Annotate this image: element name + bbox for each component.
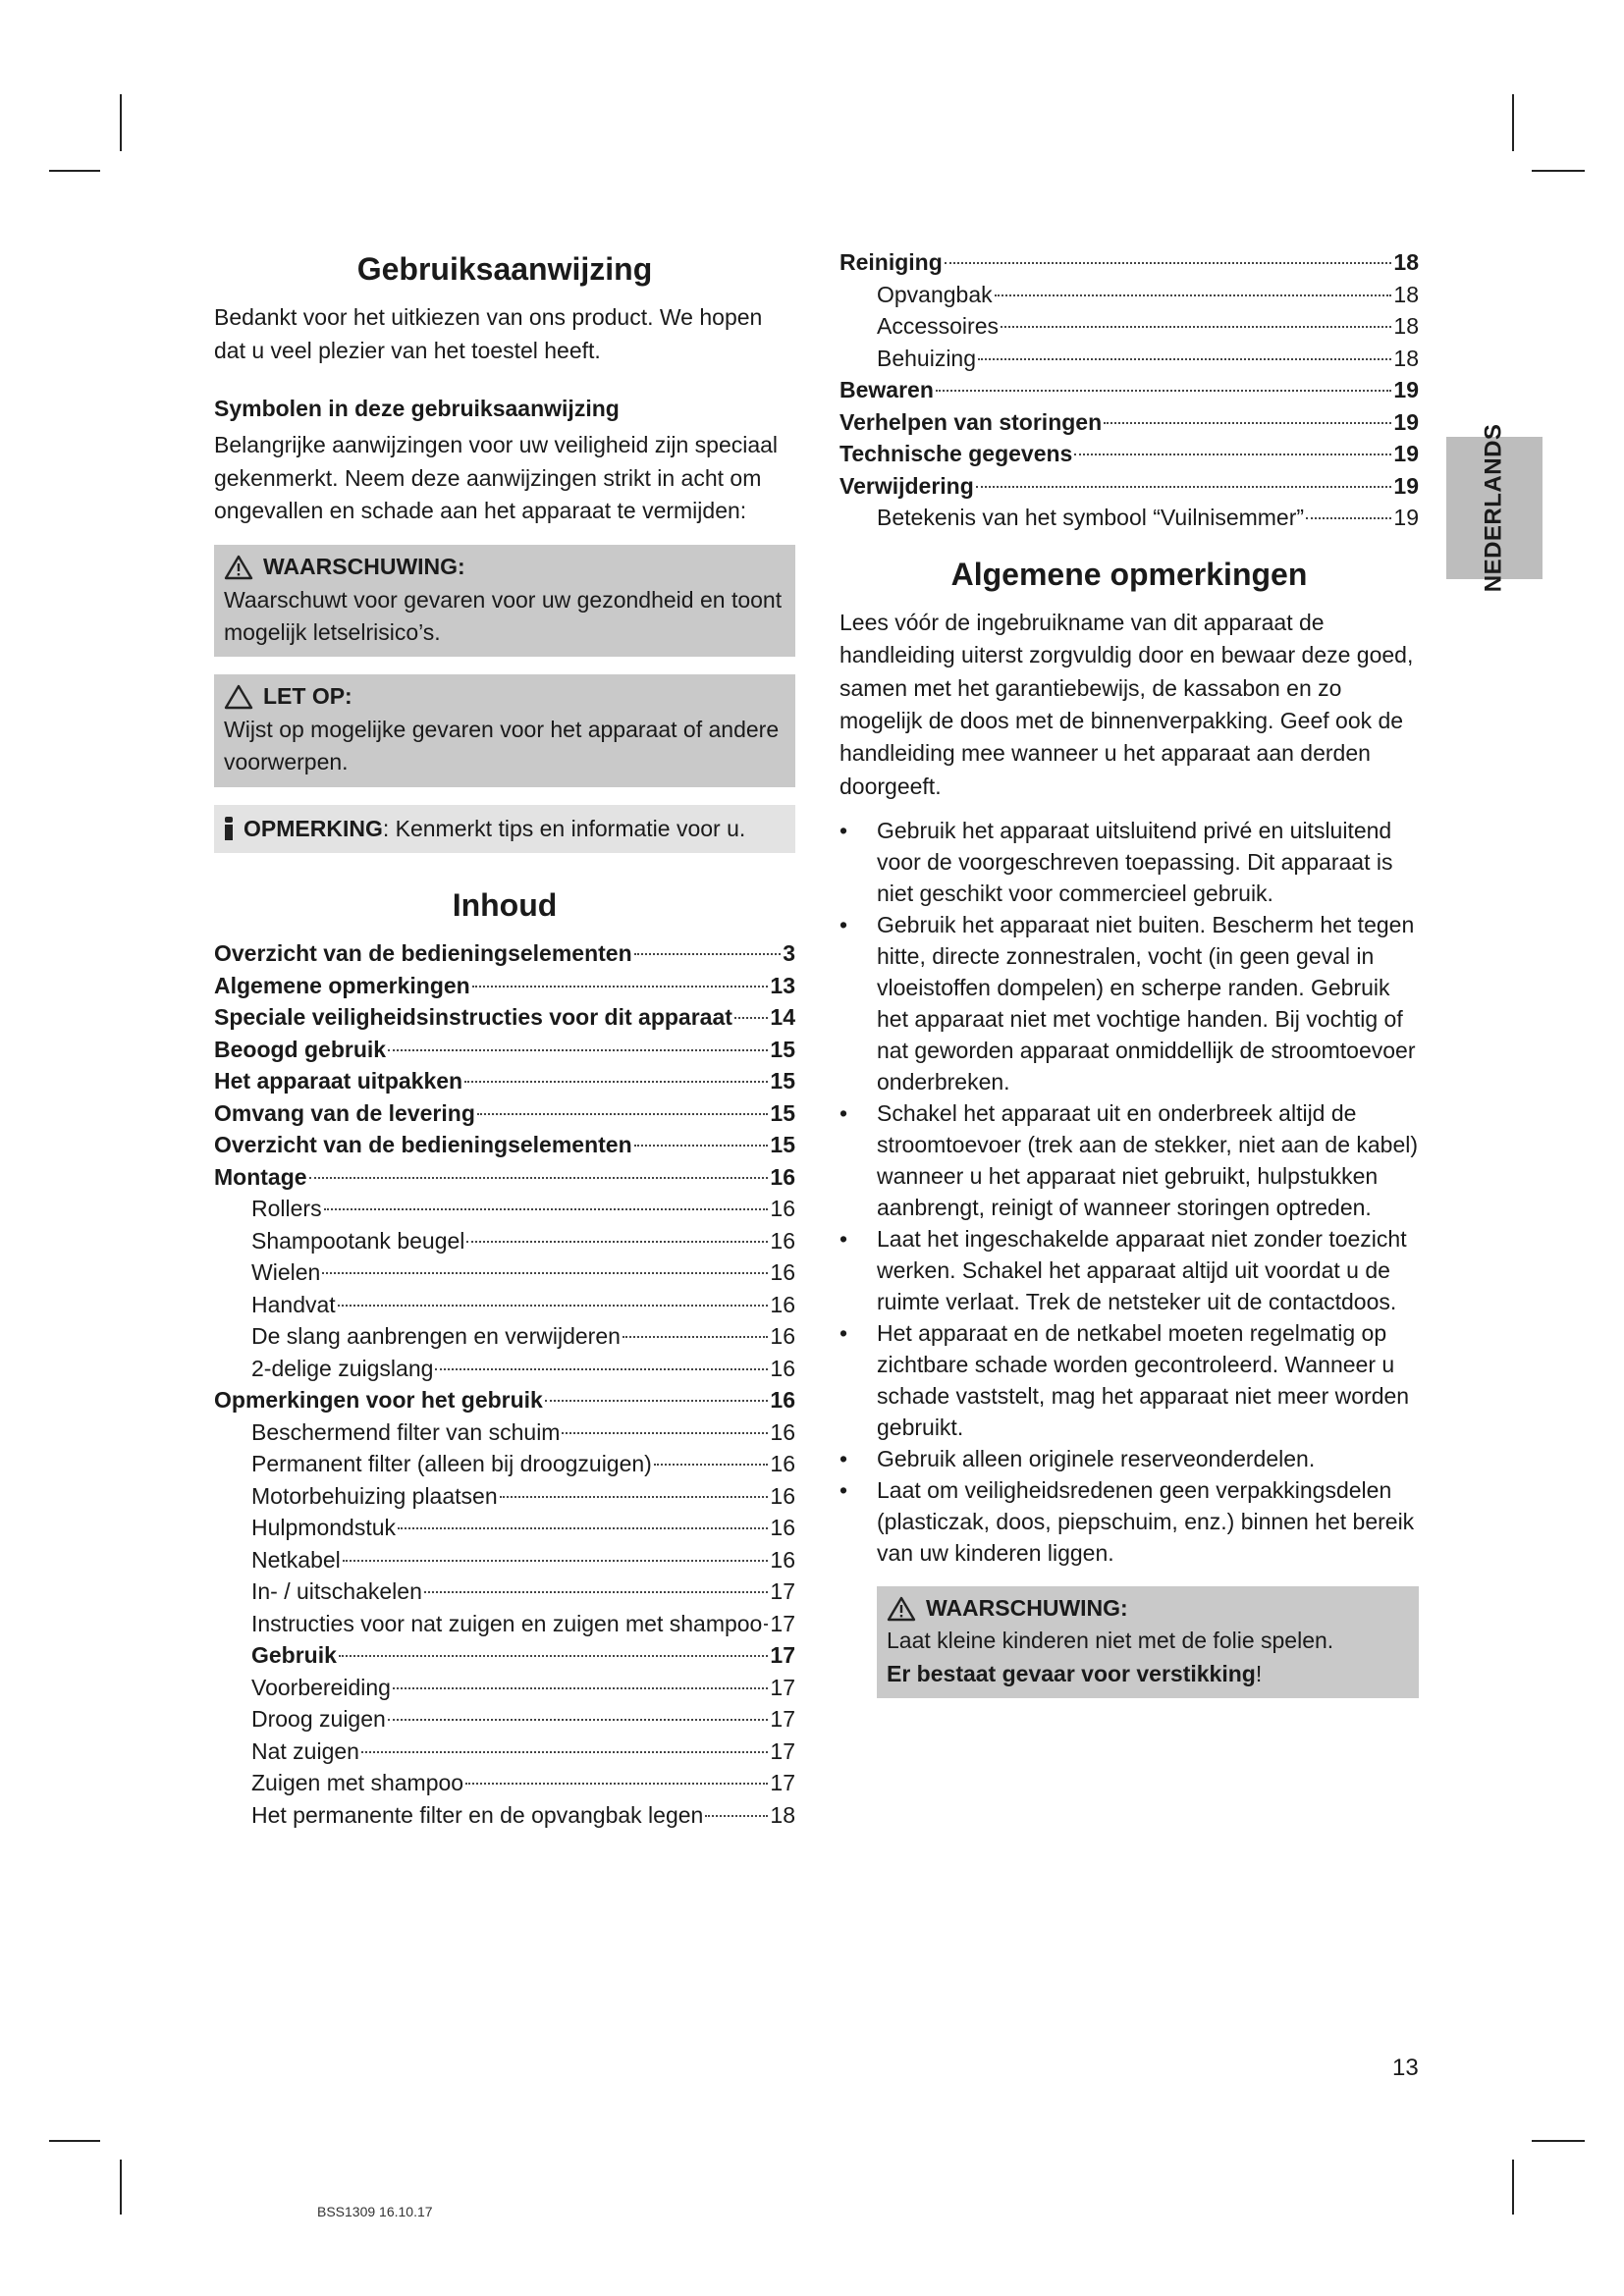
toc-entry-page: 16	[770, 1387, 795, 1414]
general-heading: Algemene opmerkingen	[950, 556, 1308, 592]
toc-entry	[214, 1225, 795, 1257]
toc-leader-dots	[338, 1305, 769, 1307]
toc-entry-page: 15	[770, 1036, 795, 1062]
toc-leader-dots	[1001, 326, 1391, 328]
toc-entry-page: 19	[1393, 408, 1419, 435]
toc-entry	[214, 1480, 795, 1513]
toc-leader-dots	[435, 1368, 768, 1370]
toc-entry-label: De slang aanbrengen en verwijderen	[251, 1323, 621, 1350]
toc-entry	[214, 1034, 795, 1066]
toc-leader-dots	[978, 358, 1391, 360]
toc-entry-label: Verhelpen van storingen	[839, 408, 1103, 435]
toc-entry	[214, 1672, 795, 1704]
caution-box	[214, 674, 795, 786]
toc-leader-dots	[623, 1336, 768, 1338]
bullet-item: • Laat om veiligheidsredenen geen verpakkingsdelen (plasticzak, doos, piepschuim, enz.) binnen het bereik van uw kinderen liggen.	[839, 1474, 1419, 1569]
toc-entry-label: Het permanente filter en de opvangbak legen	[251, 1801, 704, 1828]
toc-leader-dots	[388, 1049, 768, 1051]
toc-entry	[214, 1384, 795, 1416]
toc-entry-label: Shampootank beugel	[251, 1227, 465, 1254]
toc-leader-dots	[562, 1432, 768, 1434]
toc-entry	[214, 1512, 795, 1544]
toc-leader-dots	[654, 1464, 769, 1466]
symbols-heading: Symbolen in deze gebruiksaanwijzing	[214, 396, 620, 422]
toc-leader-dots	[424, 1591, 769, 1593]
toc-entry-label: Montage	[214, 1163, 307, 1190]
toc-entry	[214, 1001, 795, 1034]
toc-entry	[214, 1193, 795, 1225]
toc-entry	[839, 343, 1419, 375]
warning2-title: WAARSCHUWING:	[926, 1594, 1128, 1621]
warning-box-2	[877, 1586, 1419, 1698]
toc-heading: Inhoud	[452, 886, 558, 923]
toc-entry-label: Algemene opmerkingen	[214, 972, 470, 998]
toc-leader-dots	[976, 486, 1392, 488]
toc-entry	[214, 1575, 795, 1608]
bullet-item: • Het apparaat en de netkabel moeten regelmatig op zichtbare schade worden gecontroleerd. Wanneer u schade vaststelt, mag het apparaat niet meer worden gebruikt.	[839, 1317, 1419, 1443]
toc-entry-label: Wielen	[251, 1259, 321, 1286]
toc-entry-label: Omvang van de levering	[214, 1099, 475, 1126]
toc-entry-page: 16	[770, 1259, 795, 1286]
note-box	[214, 805, 795, 853]
toc-entry-page: 17	[770, 1674, 795, 1700]
toc-leader-dots	[464, 1081, 768, 1083]
toc-entry-page: 16	[770, 1163, 795, 1190]
toc-entry-label: Overzicht van de bedieningselementen	[214, 1132, 632, 1158]
toc-entry	[839, 406, 1419, 439]
toc-leader-dots	[309, 1177, 769, 1179]
toc-entry	[214, 1799, 795, 1832]
crop-mark	[1532, 2140, 1585, 2142]
crop-mark	[1512, 2160, 1514, 2215]
toc-entry-label: Droog zuigen	[251, 1706, 386, 1733]
toc-entry	[214, 1639, 795, 1672]
note-title: OPMERKING	[244, 815, 383, 841]
toc-entry-page: 18	[1393, 345, 1419, 371]
toc-entry	[839, 470, 1419, 503]
bullet-item: • Laat het ingeschakelde apparaat niet zonder toezicht werken. Schakel het apparaat altijd uit voordat u de ruimte verlaat. Trek de netsteker uit de contactdoos.	[839, 1223, 1419, 1317]
toc-leader-dots	[343, 1560, 769, 1562]
toc-entry	[214, 1735, 795, 1768]
warning2-strong: Er bestaat gevaar voor verstikking	[887, 1660, 1256, 1686]
toc-entry	[839, 438, 1419, 470]
toc-entry-label: Netkabel	[251, 1546, 341, 1573]
toc-entry-page: 16	[770, 1451, 795, 1477]
toc-entry-page: 13	[770, 972, 795, 998]
toc-leader-dots	[764, 1624, 768, 1626]
warning-box	[214, 545, 795, 657]
toc-entry-label: Gebruik	[251, 1642, 337, 1669]
toc-entry-page: 3	[783, 940, 795, 967]
info-icon	[224, 817, 234, 840]
toc-entry	[214, 1767, 795, 1799]
toc-leader-dots	[634, 1145, 769, 1147]
page-title: Gebruiksaanwijzing	[356, 251, 653, 287]
toc-leader-dots	[1104, 422, 1391, 424]
bullet-item: • Gebruik het apparaat uitsluitend privé en uitsluitend voor de voorgeschreven toepassing. Dit apparaat is niet geschikt voor commercieel gebruik.	[839, 815, 1419, 909]
toc-entry-page: 16	[770, 1323, 795, 1350]
toc-entry-label: Instructies voor nat zuigen en zuigen met shampoo	[251, 1610, 763, 1636]
toc-entry	[839, 310, 1419, 343]
toc-entry-page: 17	[770, 1610, 795, 1636]
toc-entry-page: 19	[1393, 377, 1419, 402]
intro-text: Bedankt voor het uitkiezen van ons product. We hopen dat u veel plezier van het toestel heeft.	[214, 304, 763, 363]
toc-entry-page: 16	[770, 1418, 795, 1445]
toc-entry	[214, 1097, 795, 1130]
toc-entry	[839, 502, 1419, 534]
toc-entry-label: Handvat	[251, 1291, 336, 1317]
toc-entry	[214, 1544, 795, 1576]
toc-leader-dots	[945, 262, 1392, 264]
page-number: 13	[1392, 2055, 1419, 2081]
toc-entry-page: 17	[770, 1770, 795, 1796]
toc-leader-dots	[398, 1527, 768, 1529]
toc-right	[839, 246, 1419, 534]
toc-entry-label: Overzicht van de bedieningselementen	[214, 940, 632, 967]
toc-entry-label: Permanent filter (alleen bij droogzuigen)	[251, 1451, 652, 1477]
toc-entry-page: 19	[1393, 472, 1419, 499]
toc-entry-label: Speciale veiligheidsinstructies voor dit apparaat	[214, 1004, 732, 1031]
toc-leader-dots	[1306, 517, 1391, 519]
toc-leader-dots	[634, 953, 782, 955]
toc-entry-page: 15	[770, 1099, 795, 1126]
toc-entry-label: Betekenis van het symbool “Vuilnisemmer”	[877, 505, 1305, 530]
bullet-item: • Gebruik alleen originele reserveonderdelen.	[839, 1443, 1419, 1474]
bullet-item: • Schakel het apparaat uit en onderbreek altijd de stroomtoevoer (trek aan de stekker, niet aan de kabel) wanneer u het apparaat niet gebruikt, hulpstukken aanbrengt, reinigt of wanneer storingen optreden.	[839, 1097, 1419, 1223]
toc-leader-dots	[545, 1400, 769, 1402]
language-tab	[1446, 423, 1543, 593]
toc-entry-label: Bewaren	[839, 377, 934, 402]
toc-entry	[839, 374, 1419, 406]
toc-entry-label: Opvangbak	[877, 281, 993, 307]
toc-entry-page: 16	[770, 1291, 795, 1317]
crop-mark	[49, 2140, 100, 2142]
toc-entry	[839, 246, 1419, 279]
toc-entry-page: 18	[1393, 281, 1419, 307]
general-text: Lees vóór de ingebruikname van dit apparaat de handleiding uiterst zorgvuldig door en bewaar deze goed, samen met het garantiebewijs, de kassabon en zo mogelijk de doos met de binnenverpakking. Geef ook de handleiding mee wanneer u het apparaat aan derden doorgeeft.	[839, 609, 1414, 799]
toc-leader-dots	[477, 1113, 769, 1115]
toc-entry-label: Motorbehuizing plaatsen	[251, 1482, 498, 1509]
toc-entry-label: Voorbereiding	[251, 1674, 391, 1700]
caution-triangle-icon	[224, 684, 253, 710]
right-column	[839, 250, 1419, 1698]
toc-entry-label: Nat zuigen	[251, 1737, 359, 1764]
toc-left	[214, 937, 795, 1831]
toc-entry	[214, 1320, 795, 1353]
toc-entry	[214, 1256, 795, 1289]
toc-entry	[214, 1608, 795, 1640]
toc-entry	[214, 1161, 795, 1194]
toc-entry-page: 15	[770, 1068, 795, 1095]
toc-entry-label: Zuigen met shampoo	[251, 1770, 464, 1796]
toc-entry-label: Hulpmondstuk	[251, 1515, 397, 1541]
warning-title: WAARSCHUWING:	[263, 554, 465, 580]
warning-triangle-icon	[887, 1596, 916, 1622]
toc-entry-label: Verwijdering	[839, 472, 974, 499]
toc-entry-page: 17	[770, 1737, 795, 1764]
toc-leader-dots	[466, 1241, 768, 1243]
toc-leader-dots	[388, 1719, 769, 1721]
toc-entry-page: 16	[770, 1227, 795, 1254]
toc-entry-page: 16	[770, 1482, 795, 1509]
toc-entry	[214, 1129, 795, 1161]
toc-leader-dots	[393, 1687, 768, 1689]
caution-title: LET OP:	[263, 683, 352, 710]
toc-entry-label: Beoogd gebruik	[214, 1036, 387, 1062]
bullet-item: • Gebruik het apparaat niet buiten. Bescherm het tegen hitte, directe zonnestralen, vocht (in geen geval in vloeistoffen dompelen) en scherpe randen. Gebruik het apparaat niet met vochtige handen. Bij vochtig of nat geworden apparaat onmiddellijk de stroomtoevoer onderbreken.	[839, 909, 1419, 1097]
toc-entry	[839, 279, 1419, 311]
warning2-text: Laat kleine kinderen niet met de folie spelen.	[887, 1628, 1334, 1654]
toc-entry-page: 17	[770, 1706, 795, 1733]
toc-entry-page: 17	[770, 1642, 795, 1669]
toc-entry-label: Beschermend filter van schuim	[251, 1418, 561, 1445]
toc-entry-page: 15	[770, 1132, 795, 1158]
toc-entry	[214, 1065, 795, 1097]
toc-entry-page: 18	[770, 1801, 795, 1828]
toc-entry-page: 16	[770, 1515, 795, 1541]
toc-entry-label: Het apparaat uitpakken	[214, 1068, 463, 1095]
toc-entry-label: Rollers	[251, 1196, 322, 1222]
toc-entry-label: In- / uitschakelen	[251, 1578, 422, 1605]
toc-leader-dots	[734, 1017, 769, 1019]
crop-mark	[49, 170, 100, 172]
toc-leader-dots	[995, 294, 1392, 296]
bullet-list	[839, 815, 1419, 1569]
toc-entry-page: 18	[1393, 313, 1419, 339]
toc-entry-label: Behuizing	[877, 345, 977, 371]
crop-mark	[1532, 170, 1585, 172]
toc-entry	[214, 937, 795, 970]
warning-triangle-icon	[224, 555, 253, 580]
toc-entry-page: 18	[1393, 249, 1419, 275]
toc-entry	[214, 1703, 795, 1735]
toc-leader-dots	[472, 986, 769, 988]
toc-leader-dots	[339, 1655, 768, 1657]
toc-leader-dots	[361, 1751, 768, 1753]
symbols-text: Belangrijke aanwijzingen voor uw veiligheid zijn speciaal gekenmerkt. Neem deze aanwijzingen strikt in acht om ongevallen en schade aan het apparaat te vermijden:	[214, 432, 779, 524]
left-column	[214, 250, 795, 1831]
toc-entry-label: Accessoires	[877, 313, 999, 339]
note-text: : Kenmerkt tips en informatie voor u.	[382, 815, 746, 841]
toc-entry-label: Opmerkingen voor het gebruik	[214, 1387, 543, 1414]
toc-entry-page: 19	[1393, 441, 1419, 466]
toc-entry-label: Reiniging	[839, 249, 943, 275]
toc-entry-page: 16	[770, 1546, 795, 1573]
toc-entry	[214, 1353, 795, 1385]
toc-entry-page: 16	[770, 1196, 795, 1222]
toc-leader-dots	[322, 1272, 768, 1274]
toc-leader-dots	[324, 1208, 769, 1210]
language-tab-label: NEDERLANDS	[1480, 423, 1507, 593]
toc-entry	[214, 1289, 795, 1321]
toc-leader-dots	[936, 390, 1392, 392]
caution-text: Wijst op mogelijke gevaren voor het apparaat of andere voorwerpen.	[224, 716, 780, 775]
toc-entry	[214, 970, 795, 1002]
toc-entry-label: 2-delige zuigslang	[251, 1355, 434, 1381]
toc-entry-label: Technische gegevens	[839, 441, 1073, 466]
toc-entry	[214, 1416, 795, 1449]
crop-mark	[120, 2160, 122, 2215]
toc-entry-page: 17	[770, 1578, 795, 1605]
warning2-tail: !	[1255, 1660, 1263, 1686]
warning-text: Waarschuwt voor gevaren voor uw gezondheid en toont mogelijk letselrisico’s.	[224, 586, 783, 646]
toc-entry-page: 14	[770, 1004, 795, 1031]
toc-leader-dots	[500, 1496, 769, 1498]
crop-mark	[1512, 94, 1514, 151]
crop-mark	[120, 94, 122, 151]
toc-leader-dots	[465, 1783, 768, 1785]
footer-code: BSS1309 16.10.17	[317, 2204, 433, 2219]
toc-leader-dots	[1074, 454, 1391, 455]
toc-entry	[214, 1448, 795, 1480]
toc-entry-page: 19	[1393, 505, 1419, 530]
toc-leader-dots	[705, 1815, 768, 1817]
toc-entry-page: 16	[770, 1355, 795, 1381]
